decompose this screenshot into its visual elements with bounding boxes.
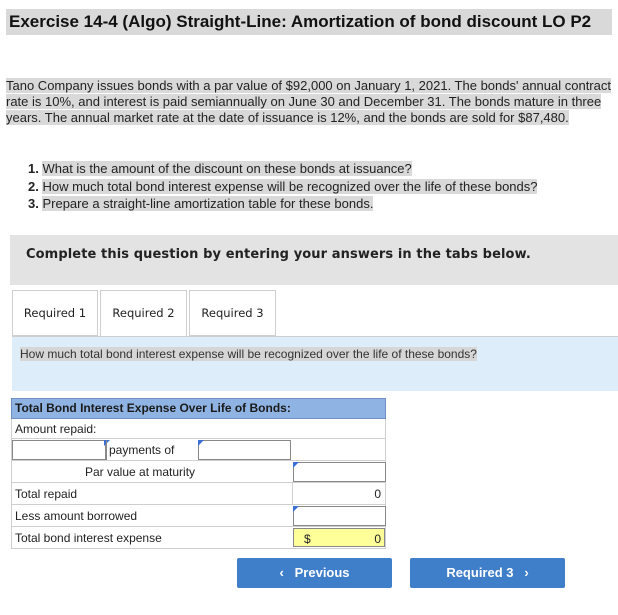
next-button-label: Required 3 [446, 565, 514, 580]
question-number: 2. [28, 178, 39, 194]
tab-question-text: How much total bond interest expense will be recognized over the life of these bonds? [20, 347, 477, 361]
less-borrowed-label: Less amount borrowed [15, 509, 138, 523]
chevron-left-icon: ‹ [279, 565, 284, 580]
total-interest-cell [293, 528, 385, 547]
num-payments-input[interactable] [12, 440, 106, 460]
divider [106, 440, 107, 460]
input-marker-icon [293, 506, 299, 512]
total-repaid-label: Total repaid [15, 487, 78, 501]
question-list [28, 160, 537, 213]
table-row [11, 461, 386, 483]
tab-required-2[interactable]: Required 2 [100, 290, 187, 338]
interest-expense-table [11, 398, 386, 549]
currency-symbol: $ [304, 532, 311, 546]
table-row [11, 439, 386, 461]
amount-borrowed-input[interactable] [293, 506, 386, 526]
table-row [11, 483, 386, 505]
tab-panel [12, 336, 618, 391]
table-row [11, 505, 386, 527]
par-value-label: Par value at maturity [85, 465, 196, 479]
question-item [28, 160, 537, 178]
tab-required-1[interactable]: Required 1 [12, 290, 98, 336]
total-interest-value: 0 [374, 532, 381, 546]
payments-of-label: payments of [109, 443, 175, 457]
total-repaid-value: 0 [374, 487, 381, 501]
page-title: Exercise 14-4 (Algo) Straight-Line: Amortization of bond discount LO P2 [6, 9, 612, 35]
instruction-text: Complete this question by entering your answers in the tabs below. [26, 247, 531, 262]
next-button[interactable] [410, 558, 565, 588]
question-item [28, 195, 537, 213]
par-value-input[interactable] [293, 462, 386, 482]
total-interest-label: Total bond interest expense [15, 531, 162, 545]
table-row [11, 419, 386, 439]
chevron-right-icon: › [524, 565, 529, 580]
payment-amount-input[interactable] [198, 440, 291, 460]
question-text: Prepare a straight-line amortization table for these bonds. [42, 196, 374, 211]
question-item [28, 178, 537, 196]
question-number: 3. [28, 196, 39, 211]
amount-repaid-label: Amount repaid: [15, 422, 97, 436]
previous-button[interactable] [237, 558, 392, 588]
input-marker-icon [293, 462, 299, 468]
question-number: 1. [28, 161, 39, 176]
previous-button-label: Previous [294, 565, 350, 580]
tab-required-3[interactable]: Required 3 [189, 290, 276, 336]
question-text: How much total bond interest expense will be recognized over the life of these bonds? [42, 178, 538, 194]
table-row [11, 527, 386, 549]
instruction-banner [10, 235, 618, 285]
input-marker-icon [198, 440, 204, 446]
question-text: What is the amount of the discount on these bonds at issuance? [42, 161, 412, 176]
problem-intro-text: Tano Company issues bonds with a par value of $92,000 on January 1, 2021. The bonds' annual contract rate is 10%, and interest is paid semiannually on June 30 and December 31. The bonds mature in three years. The annual market rate at the date of issuance is 12%, and the bonds are sold for $87,480. [6, 78, 611, 125]
table-header: Total Bond Interest Expense Over Life of Bonds: [11, 398, 386, 419]
divider [292, 483, 293, 505]
problem-intro [6, 78, 612, 126]
